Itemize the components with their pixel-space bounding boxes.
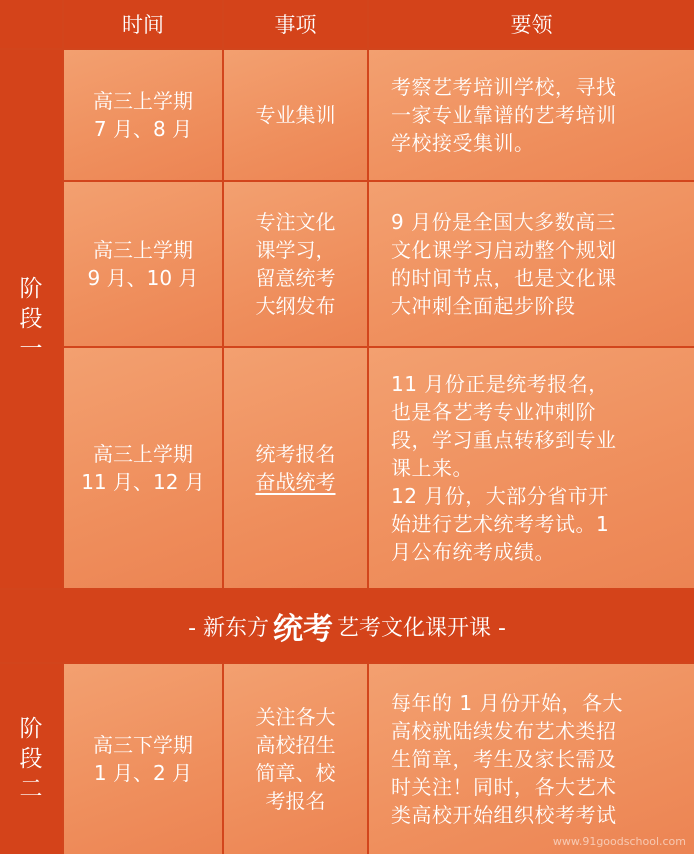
header-key: 要领 [369,0,694,48]
row2-time: 高三上学期 9 月、10 月 [64,182,222,346]
row3-key: 11 月份正是统考报名， 也是各艺考专业冲刺阶 段，学习重点转移到专业 课上来。 12 月份，大部分省市开 始进行艺术统考考试。1 月公布统考成绩。 [369,348,694,588]
promo-banner [0,590,694,662]
row1-time: 高三上学期 7 月、8 月 [64,50,222,180]
banner-suffix: 艺考文化课开课 - [337,615,506,641]
stage2-item: 关注各大 高校招生 简章、校 考报名 [224,664,367,854]
row2-key: 9 月份是全国大多数高三 文化课学习启动整个规划 的时间节点，也是文化课 大冲刺全面起步阶段 [369,182,694,346]
header-stage-cell [0,0,62,48]
row1-item: 专业集训 [224,50,367,180]
stage-one-label [0,50,62,588]
watermark: www.91goodschool.com [552,835,686,848]
stage2-key: 每年的 1 月份开始，各大 高校就陆续发布艺术类招 生简章，考生及家长需及 时关注！同时，各大艺术 类高校开始组织校考考试 [369,664,694,854]
stage-two-text: 阶段二 [19,716,43,802]
row3-time: 高三上学期 11 月、12 月 [64,348,222,588]
stage-one-text: 阶段一 [19,276,43,362]
row1-key: 考察艺考培训学校，寻找 一家专业靠谱的艺考培训 学校接受集训。 [369,50,694,180]
stage2-time: 高三下学期 1 月、2 月 [64,664,222,854]
header-item: 事项 [224,0,367,48]
stage-two-label [0,664,62,854]
banner-prefix: - 新东方 [188,615,269,641]
banner-highlight: 统考 [273,612,333,647]
row2-item: 专注文化 课学习， 留意统考 大纲发布 [224,182,367,346]
header-time: 时间 [64,0,222,48]
row3-item: 统考报名 奋战统考 [224,348,367,588]
